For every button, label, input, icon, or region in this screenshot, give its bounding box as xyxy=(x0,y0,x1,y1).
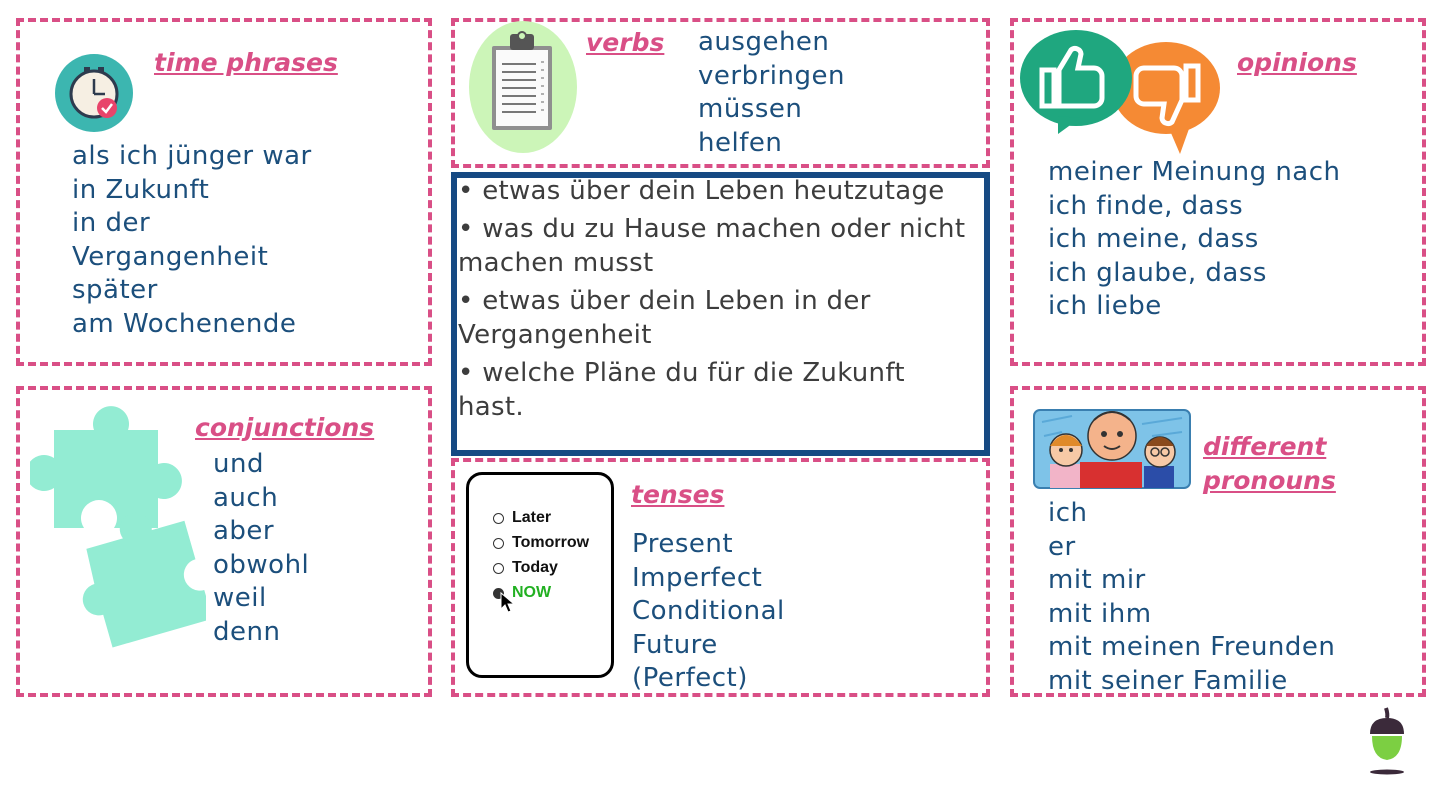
opinions-list xyxy=(1048,156,1341,324)
radio-option-later[interactable] xyxy=(493,509,551,527)
list-item: am Wochenende xyxy=(72,308,297,339)
list-item: obwohl xyxy=(213,549,310,580)
list-item: Present xyxy=(632,529,734,559)
list-item: ich glaube, dass xyxy=(1048,257,1267,288)
task-bullet: • was du zu Hause machen oder nicht machen musst xyxy=(458,214,966,278)
radio-label: Today xyxy=(512,559,558,576)
list-item: mit meinen Freunden xyxy=(1048,632,1336,663)
verbs-heading: verbs xyxy=(586,28,665,57)
tenses-list xyxy=(632,528,785,696)
list-item: ich liebe xyxy=(1048,291,1162,322)
radio-circle xyxy=(493,538,504,549)
list-item: denn xyxy=(213,616,281,647)
time-phrases-heading: time phrases xyxy=(154,48,338,77)
list-item: als ich jünger war xyxy=(72,141,312,171)
thumbs-up-icon xyxy=(1020,30,1132,134)
list-item: Future xyxy=(632,629,718,660)
list-item: später xyxy=(72,275,158,306)
list-item: mit seiner Familie xyxy=(1048,665,1288,696)
task-bullets xyxy=(458,174,978,428)
time-phrases-list xyxy=(72,140,312,342)
radio-label: Later xyxy=(512,509,552,526)
list-item: in der xyxy=(72,208,151,239)
radio-label-selected: NOW xyxy=(512,584,552,601)
list-item: (Perfect) xyxy=(632,663,748,694)
clock-icon xyxy=(54,53,134,133)
list-item: ich meine, dass xyxy=(1048,224,1259,255)
task-bullet: • etwas über dein Leben heutzutage xyxy=(458,176,945,206)
puzzle-icon xyxy=(30,404,206,666)
list-item: weil xyxy=(213,583,267,614)
list-item: und xyxy=(213,449,264,479)
opinions-heading: opinions xyxy=(1237,48,1357,77)
list-item: ich finde, dass xyxy=(1048,190,1244,221)
pronouns-heading-line1: different xyxy=(1203,432,1327,461)
list-item: ausgehen xyxy=(698,27,830,57)
list-item: verbringen xyxy=(698,60,845,91)
list-item: helfen xyxy=(698,127,783,158)
radio-option-today[interactable] xyxy=(493,559,558,577)
radio-circle xyxy=(493,513,504,524)
thumbs-down-icon xyxy=(1112,42,1220,154)
task-bullet: • welche Pläne du für die Zukunft hast. xyxy=(458,358,905,422)
tenses-heading: tenses xyxy=(631,480,725,509)
radio-option-tomorrow[interactable] xyxy=(493,534,589,552)
radio-label: Tomorrow xyxy=(512,534,590,551)
conjunctions-list xyxy=(213,448,309,650)
pronouns-list xyxy=(1048,497,1335,699)
clipboard-icon xyxy=(468,20,580,154)
tense-radio-card xyxy=(466,472,614,678)
list-item: Conditional xyxy=(632,596,785,627)
list-item: meiner Meinung nach xyxy=(1048,157,1341,187)
pronouns-heading-line2: pronouns xyxy=(1203,466,1336,495)
list-item: in Zukunft xyxy=(72,174,210,205)
family-cartoon-icon xyxy=(1032,402,1192,490)
list-item: er xyxy=(1048,531,1076,562)
list-item: ich xyxy=(1048,498,1088,528)
list-item: Vergangenheit xyxy=(72,241,269,272)
task-bullet: • etwas über dein Leben in der Vergangenheit xyxy=(458,286,871,350)
acorn-logo xyxy=(1366,706,1408,776)
list-item: müssen xyxy=(698,94,803,125)
list-item: aber xyxy=(213,516,275,547)
conjunctions-heading: conjunctions xyxy=(195,413,375,442)
thumbs-up-down-icon xyxy=(1018,26,1224,156)
list-item: Imperfect xyxy=(632,562,763,593)
cursor-arrow-icon xyxy=(499,591,519,615)
verbs-list xyxy=(698,26,845,160)
radio-circle xyxy=(493,563,504,574)
list-item: mit mir xyxy=(1048,565,1146,596)
list-item: auch xyxy=(213,482,279,513)
list-item: mit ihm xyxy=(1048,598,1152,629)
